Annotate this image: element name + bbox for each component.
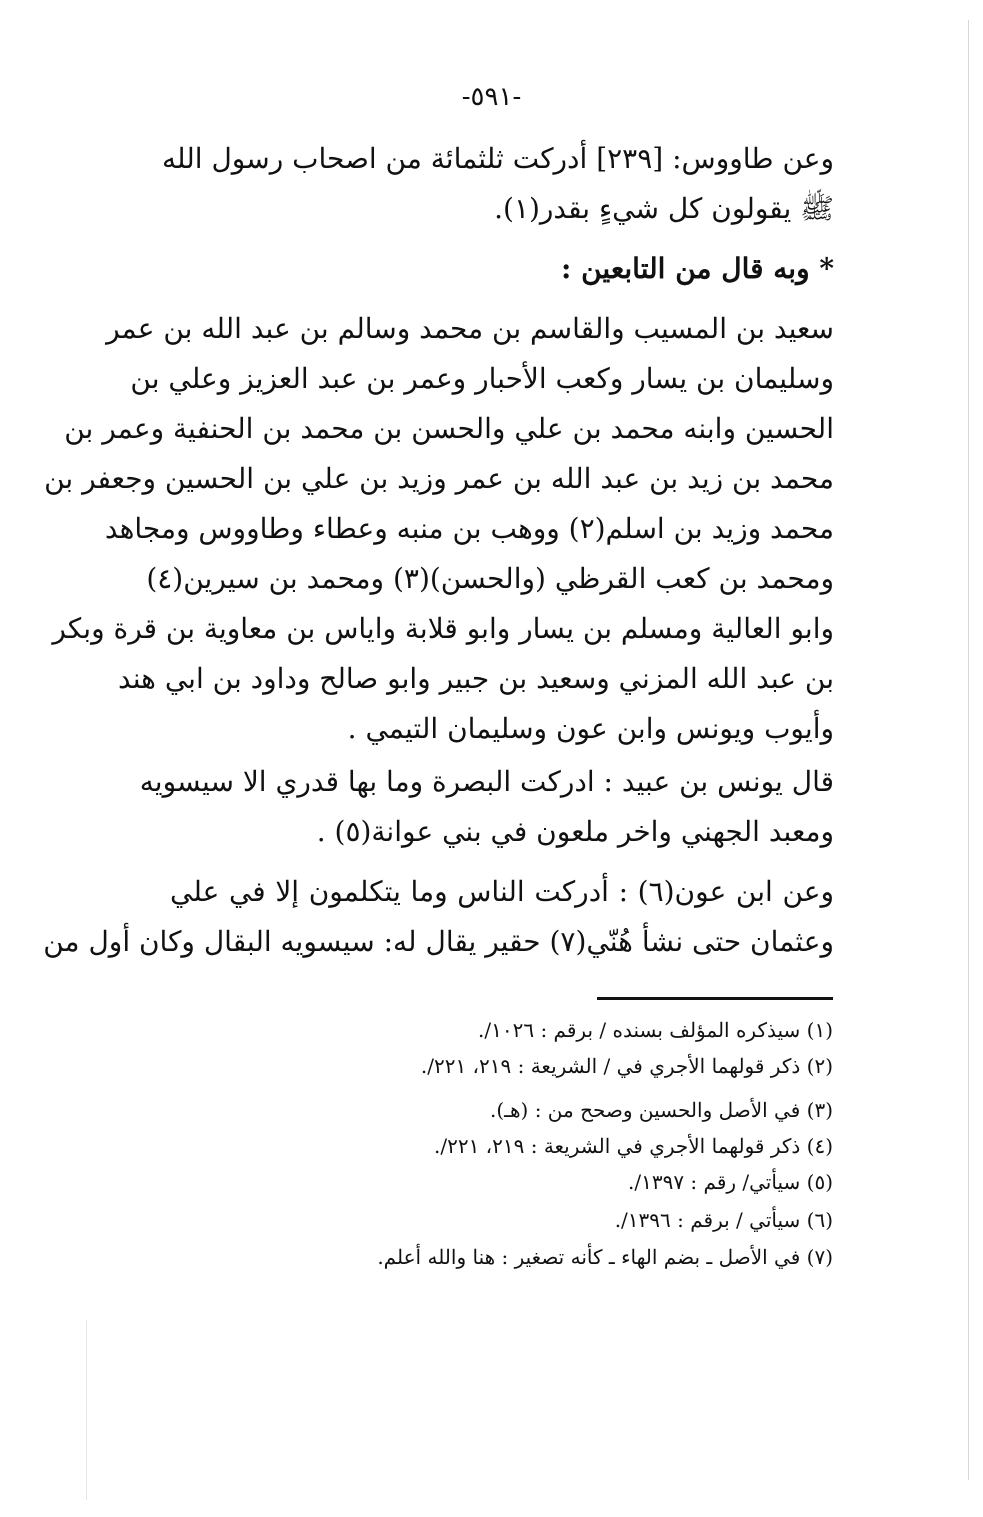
scan-edge-line: [968, 20, 969, 1480]
text-line: بن عبد الله المزني وسعيد بن جبير وابو صالح وداود بن ابي هند: [118, 662, 834, 695]
text-line: وعن ابن عون(٦) : أدركت الناس وما يتكلمون إلا في علي: [170, 875, 834, 908]
footnote-1: (١) سيذكره المؤلف بسنده / برقم : ١٠٢٦/.: [478, 1018, 833, 1042]
text-line: محمد وزيد بن اسلم(٢) ووهب بن منبه وعطاء وطاووس ومجاهد: [104, 512, 834, 545]
footnote-4: (٤) ذكر قولهما الأجري في الشريعة : ٢١٩، ٢٢١/.: [433, 1134, 833, 1158]
footnote-3: (٣) في الأصل والحسين وصحح من : (هـ).: [489, 1098, 833, 1122]
scan-edge-line-left: [86, 1320, 87, 1500]
footnote-5: (٥) سيأتي/ رقم : ١٣٩٧/.: [627, 1170, 833, 1194]
paragraph-ibn-awn: [43, 875, 834, 965]
text-line: وعثمان حتى نشأ هُنّي(٧) حقير يقال له: سيسويه البقال وكان أول من: [43, 925, 834, 958]
text-line: محمد بن زيد بن عبد الله بن عمر وزيد بن علي بن الحسين وجعفر بن: [44, 462, 834, 495]
text-line: ومعبد الجهني واخر ملعون في بني عوانة(٥) .: [316, 815, 834, 848]
page-number: -٥٩١-: [461, 82, 522, 112]
text-line: وابو العالية ومسلم بن يسار وابو قلابة واياس بن معاوية بن قرة وبكر: [52, 612, 834, 645]
paragraph-tabiin-list: [44, 312, 834, 752]
paragraph-tawus: [161, 142, 834, 232]
footnote-separator: [597, 997, 833, 1000]
footnote-7: (٧) في الأصل ـ بضم الهاء ـ كأنه تصغير : هنا والله أعلم.: [377, 1245, 833, 1269]
text-line: وسليمان بن يسار وكعب الأحبار وعمر بن عبد العزيز وعلي بن: [130, 362, 834, 395]
text-line: الحسين وابنه محمد بن علي والحسن بن محمد بن الحنفية وعمر بن: [64, 412, 834, 445]
heading-text: * وبه قال من التابعين :: [561, 252, 834, 285]
text-line: ﷺ يقولون كل شيءٍ بقدر(١).: [494, 192, 834, 225]
footnote-6: (٦) سيأتي / برقم : ١٣٩٦/.: [614, 1208, 833, 1232]
text-line: وعن طاووس: [٢٣٩] أدركت ثلثمائة من اصحاب رسول الله: [161, 142, 834, 175]
text-line: سعيد بن المسيب والقاسم بن محمد وسالم بن عبد الله بن عمر: [106, 312, 834, 345]
text-line: وأيوب ويونس وابن عون وسليمان التيمي .: [347, 712, 834, 745]
paragraph-yunus: [139, 765, 834, 855]
section-heading: [170, 252, 834, 292]
text-line: ومحمد بن كعب القرظي (والحسن)(٣) ومحمد بن سيرين(٤): [146, 562, 834, 595]
footnote-2: (٢) ذكر قولهما الأجري في / الشريعة : ٢١٩، ٢٢١/.: [420, 1054, 833, 1078]
text-line: قال يونس بن عبيد : ادركت البصرة وما بها قدري الا سيسويه: [139, 765, 834, 798]
